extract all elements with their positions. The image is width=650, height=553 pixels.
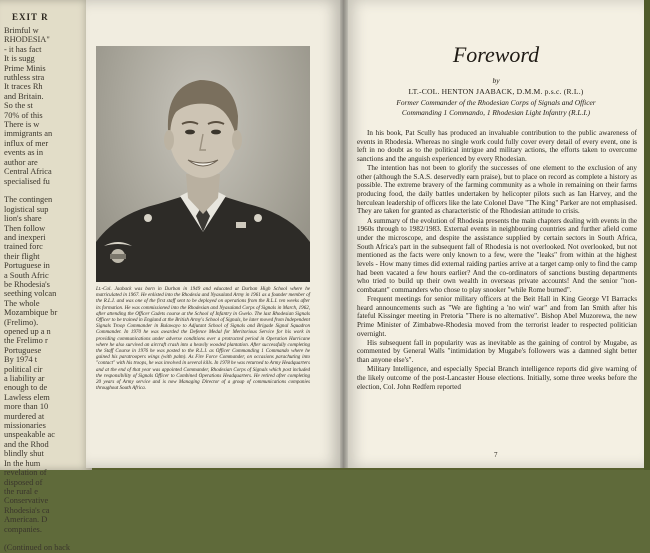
back-page-line: more than 10 [4,402,49,412]
back-page-line: and Britain. [4,91,44,101]
photo-caption: Lt.-Col. Jaaback was born in Durban in 1949 and educated at Durban High School where he matriculated in 1967. He enlisted into the Rhodesia and Nyasaland Army in 1961 as a founder member of the R.L.I. and was one of the first staff sent to be deployed on operations from the R.L.I. ten weeks after its formation. He was commissioned into the Rhodesian and Nyasaland Corps of Signals in March, 1962, after attending the Officer Cadets course at the School of Infantry in Gwelo. The last Rhodesian Signals Officer to be trained in England at the British Army's School of Signals, he later moved from Independent Signals Troop Commander in Bulawayo to Adjutant School of Signals and Brigade Signal Squadron Commander. In 1970 he was awarded the Defence Medal for Meritorious Service for his work in providing communications under adverse conditions over a protracted period in Operation Hurricane where he also survived an aircraft crash into a heavily wooded plantation. After successfully completing the Staff Course in 1976 he was posted to the R.L.I. as Officer Commanding 1 Commando where he gained his paratroopers wings (with palm). As Fire Force Commander, on occasions parachuting into "contact" with his troops, he was involved in several kills. In 1978 he was returned to Army Headquarters and at the end of that year was appointed Commander, Rhodesian Corps of Signals which post included the responsibility of Signals Officer to Combined Operations Headquarters. He retired after completing 20 years of Army service and is now Managing Director of a group of communications companies throughout South Africa. [96,286,310,392]
back-page-line: Rhodesia's ca [4,505,50,515]
back-page-line: There is w [4,120,40,130]
back-page-line: The contingen [4,195,53,205]
back-page-line: missionaries [4,421,46,431]
back-page-line: influx of mer [4,138,49,148]
back-page-line: a South Afric [4,270,49,280]
paragraph: His subsequent fall in popularity was as inevitable as the gaining of control by Mugabe, as commented by General Walls "intimidation by Mugabe's followers was a damned sight better than anyone else's". [357,338,637,365]
portrait-illustration [96,46,310,282]
back-page-line: unspeakable ac [4,430,55,440]
back-page-line: Brimful w [4,26,39,35]
paragraph: The intention has not been to glorify the successes of one element to the exclusion of any other (although the S.A.S. deservedly earn praise), but to place on record as complete a history as possible. The extreme bravery of the farming community as a whole in remaining on their farms producing food, the daily battles undertaken by helicopter pilots such as Ian Harvey, and the herculean leadership of officers like the late Colonel Dave "The King" Parker are not emphasised. They are taken for granted as characteristic of the Rhodesian attitude to crisis. [357,164,637,216]
page-title: Foreword [452,42,540,67]
back-page-line: lion's share [4,214,42,224]
author-role [356,98,636,117]
back-page-line: their flight [4,251,40,261]
author-name: LT.-COL. HENTON JAABACK, D.M.M. p.s.c. (R.L.) [408,87,584,96]
back-page-line: (Continued on back [4,543,71,553]
back-page-line: specialised fu [4,176,50,186]
portrait-photo [96,46,310,282]
back-page-line: Prime Minis [4,63,46,73]
back-page-line: a liability ar [4,374,45,384]
back-page-line: and inexperi [4,232,46,242]
back-page-line: the Frelimo r [4,336,48,346]
back-page-line: (Frelimo). [4,317,39,327]
back-page-line: RHODESIA" [4,35,50,45]
back-page-line: Mozambique br [4,308,58,318]
back-page-line: revelation of [4,468,47,478]
paragraph: Frequent meetings for senior military officers at the Beit Hall in King George VI Barracks heard announcements such as "We are fighting a 'no win' war" and from Ian Smith after his fateful Kissinger meeting in Pretoria "There is no alternative". Bishop Abel Muzorewa, the new Prime Minister of Zimbabwe-Rhodesia moved from the terrorist leader to respected politician overnight. [357,294,637,338]
back-page-line: trained forc [4,242,43,252]
back-page-line: - it has fact [4,44,42,54]
back-page-line: author are [4,157,38,167]
back-page-line [0,534,92,543]
back-page-line: disposed of [4,477,43,487]
back-page-line: Conservative [4,496,49,506]
back-page-line: Portuguese in [4,261,50,271]
back-page-lines [0,26,92,553]
back-page-line: immigrants an [4,129,53,139]
back-page-line: It is sugg [4,54,35,64]
book-cover-edge [644,0,650,470]
back-page-line: opened up a n [4,327,51,336]
byline: by [492,76,500,85]
back-page-line: By 1974 t [4,355,38,365]
back-page-line: Then follow [4,223,46,233]
author-role-line-2: Commanding 1 Commando, 1 Rhodesian Light Infantry (R.L.I.) [401,107,591,117]
back-page-line: companies. [4,524,42,534]
back-page-line: the rural e [4,486,38,496]
back-page-line: American. D [4,515,48,525]
back-page-line: logistical sup [4,204,49,214]
back-page-line [0,186,92,195]
back-page-line: and the Rhod [4,439,49,449]
back-page-line: Portuguese [4,345,42,355]
back-page-line: be Rhodesia's [4,279,50,289]
back-page-line: So the st [4,101,33,111]
back-page-line: Lawless elem [4,392,50,402]
back-page-header: EXIT R [12,12,49,22]
back-page-line: murdered at [4,411,45,421]
background-book-page [0,0,92,553]
foreword-body [357,129,637,392]
back-page-line: It traces Rh [4,82,43,92]
author-role-line-1: Former Commander of the Rhodesian Corps of Signals and Officer [396,98,596,107]
back-page-line: In the hum [4,458,41,468]
back-page-line: The whole [4,298,40,308]
back-page-line: events as in [4,148,44,158]
back-page-line: political cir [4,364,43,374]
back-page-line: Central Africa [4,167,52,177]
paragraph: A summary of the evolution of Rhodesia presents the main chapters dealing with events in the 1960s through to 1982/1983. External events in neighbouring countries and further afield come under the microscope, and despite the assistance supplied by certain sectors in South Africa, South Africa's part in the subsequent fall of Rhodesia is not overlooked. Not overlooked, but not mentioned as the facts were only known to a few, were the "leaks" from within at the highest levels - How many times did external raiding parties arrive at a target camp only to find the camp had been vacated a few hours earlier? And the co-ordinators of sanctions busting departments who tried to build up their own wealth in overseas private accounts! And the senior "non-combatant" commanders who chose to play snooker "while Rome burned". [357,216,637,294]
paragraph: In his book, Pat Scully has produced an invaluable contribution to the public awareness of events in Rhodesia. Whereas no single work could fully cover every detail of every event, one is left in no doubt as to the political intrigue and military actions, the efforts taken to overcome sanctions and the anguish experienced by every Rhodesian. [357,129,637,163]
back-page-line: enough to de [4,383,48,393]
back-page-line: ruthless stra [4,73,45,83]
page-number: 7 [494,451,498,459]
back-page-line: seething volcan [4,289,57,299]
paragraph: Military Intelligence, and especially Special Branch intelligence reports did give warning of the likely outcome of the post-Lancaster House elections. Initially, some three weeks before the election, Col. John Redfern reported [357,365,637,391]
back-page-line: 70% of this [4,110,43,120]
book-spine [340,0,348,468]
back-page-line: blindly shut [4,449,44,459]
